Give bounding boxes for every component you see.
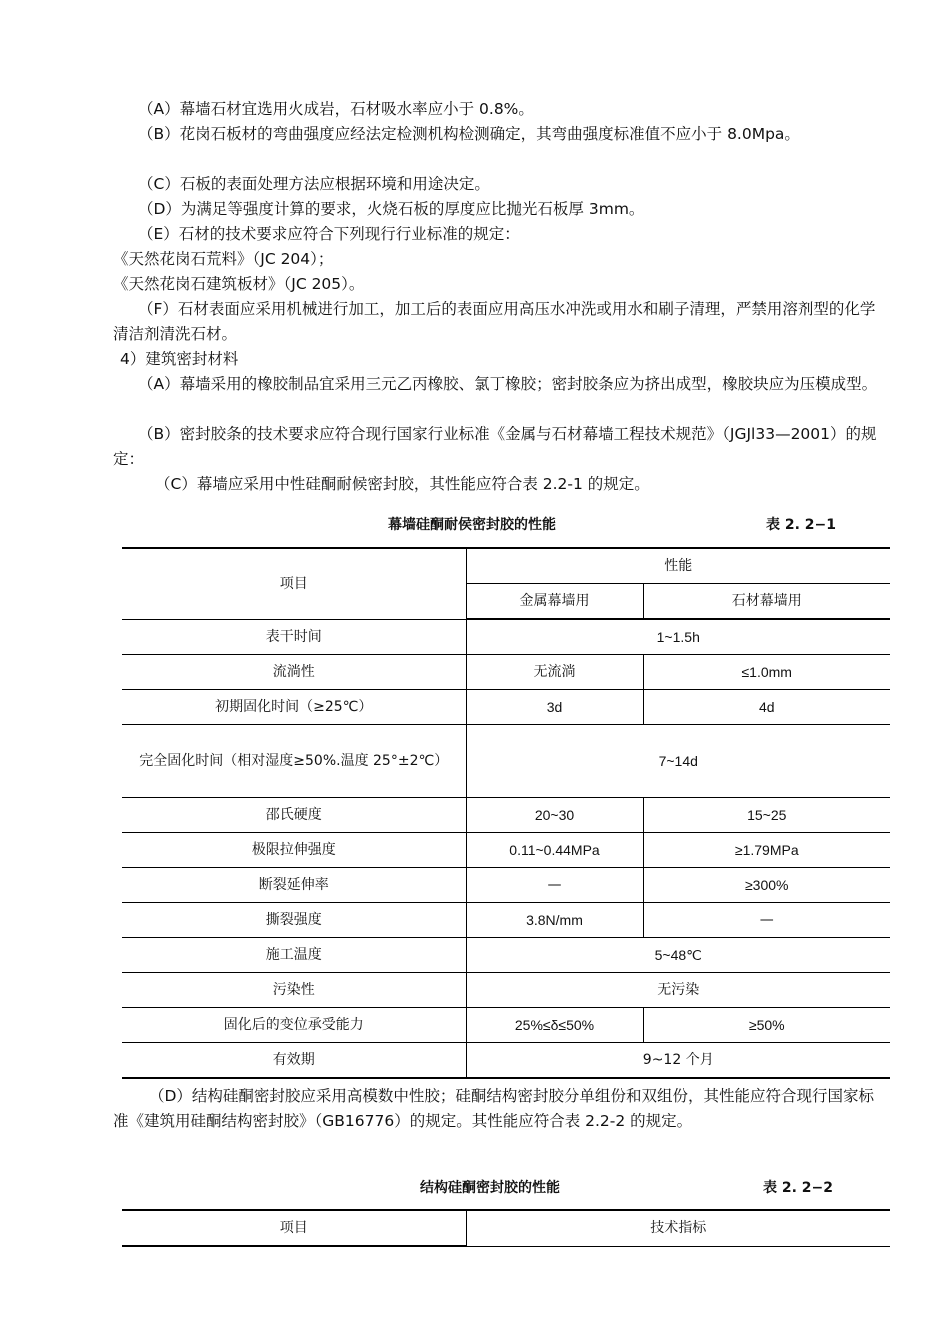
header-performance: 性能 [466,548,890,584]
table-row [122,655,890,690]
table2-caption: 结构硅酮密封胶的性能 [420,1180,560,1196]
table-row [122,1008,890,1043]
paragraph-c-sealant: （C）幕墙应采用中性硅酮耐候密封胶，其性能应符合表 2.2-1 的规定。 [155,475,650,493]
row-item: 撕裂强度 [122,903,466,938]
table-row [122,1043,890,1079]
header-stone: 石材幕墙用 [643,584,890,620]
standard-jc204: 《天然花岗石荒料》（JC 204）； [113,250,334,268]
row-item: 完全固化时间（相对湿度≥50%.温度 25°±2℃） [122,725,466,798]
row-item: 污染性 [122,973,466,1008]
paragraph-d-structural: （D）结构硅酮密封胶应采用高模数中性胶；硅酮结构密封胶分单组份和双组份，其性能应符合现行国家标准《建筑用硅酮结构密封胶》（GB16776）的规定。其性能应符合表 2.2-2 的规定。 [113,1087,874,1130]
row-item: 有效期 [122,1043,466,1079]
row-stone-value: ≥1.79MPa [643,833,890,868]
row-item: 初期固化时间（≥25℃） [122,690,466,725]
row-metal-value: 0.11~0.44MPa [466,833,643,868]
row-metal-value: 无流淌 [466,655,643,690]
table-row [122,833,890,868]
row-stone-value: — [643,903,890,938]
row-item: 流淌性 [122,655,466,690]
sealant-performance-table [122,547,890,1079]
paragraph-e-standards: （E）石材的技术要求应符合下列现行行业标准的规定： [138,225,520,243]
row-metal-value: — [466,868,643,903]
row-stone-value: 4d [643,690,890,725]
section-heading-sealing: 4）建筑密封材料 [120,350,239,368]
row-metal-value: 3.8N/mm [466,903,643,938]
table-row [122,938,890,973]
row-item: 固化后的变位承受能力 [122,1008,466,1043]
paragraph-a-stone: （A）幕墙石材宜选用火成岩，石材吸水率应小于 0.8%。 [138,100,534,118]
row-stone-value: ≥300% [643,868,890,903]
header-spec: 技术指标 [466,1210,890,1246]
paragraph-b-gasket: （B）密封胶条的技术要求应符合现行国家行业标准《金属与石材幕墙工程技术规范》（JGJl33—2001）的规定： [113,425,877,468]
row-stone-value: 15~25 [643,798,890,833]
row-item: 表干时间 [122,619,466,655]
row-value: 1~1.5h [466,619,890,655]
table-row [122,798,890,833]
paragraph-d-thickness: （D）为满足等强度计算的要求，火烧石板的厚度应比抛光石板厚 3mm。 [138,200,645,218]
paragraph-c-surface: （C）石板的表面处理方法应根据环境和用途决定。 [138,175,490,193]
table2-number: 表 2. 2−2 [763,1180,834,1196]
row-item: 极限拉伸强度 [122,833,466,868]
table1-number: 表 2. 2−1 [766,517,837,533]
structural-sealant-table [122,1209,890,1247]
row-metal-value: 25%≤δ≤50% [466,1008,643,1043]
row-item: 施工温度 [122,938,466,973]
table-row [122,690,890,725]
header-item: 项目 [122,1210,466,1246]
row-value: 7~14d [466,725,890,798]
standard-jc205: 《天然花岗石建筑板材》（JC 205）。 [113,275,365,293]
row-value: 无污染 [466,973,890,1008]
row-metal-value: 3d [466,690,643,725]
row-value: 5~48℃ [466,938,890,973]
header-metal: 金属幕墙用 [466,584,643,620]
row-item: 断裂延伸率 [122,868,466,903]
table-row [122,868,890,903]
table-row [122,973,890,1008]
paragraph-b-granite: （B）花岗石板材的弯曲强度应经法定检测机构检测确定，其弯曲强度标准值不应小于 8.0Mpa。 [138,125,800,143]
table-row [122,619,890,655]
row-stone-value: ≥50% [643,1008,890,1043]
table1-caption: 幕墙硅酮耐侯密封胶的性能 [388,517,556,533]
row-value: 9~12 个月 [466,1043,890,1079]
row-metal-value: 20~30 [466,798,643,833]
row-stone-value: ≤1.0mm [643,655,890,690]
header-item: 项目 [122,548,466,619]
paragraph-f-processing: （F）石材表面应采用机械进行加工，加工后的表面应用高压水冲洗或用水和刷子清理，严禁用溶剂型的化学清洁剂清洗石材。 [113,300,876,343]
table-row [122,903,890,938]
paragraph-a-rubber: （A）幕墙采用的橡胶制品宜采用三元乙丙橡胶、氯丁橡胶；密封胶条应为挤出成型，橡胶块应为压模成型。 [138,375,878,393]
table-row [122,725,890,798]
row-item: 邵氏硬度 [122,798,466,833]
